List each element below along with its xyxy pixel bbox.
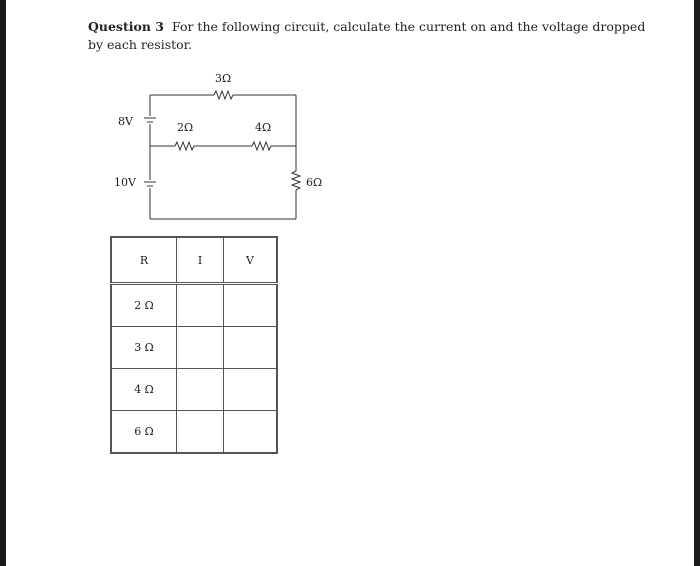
cell-i[interactable] bbox=[177, 411, 224, 454]
cell-r: 6 Ω bbox=[111, 411, 177, 454]
cell-v[interactable] bbox=[224, 327, 278, 369]
resistor-2ohm-zigzag bbox=[175, 142, 194, 150]
results-table bbox=[110, 236, 278, 454]
question-body: For the following circuit, calculate the current on and the voltage dropped by each resistor. bbox=[88, 19, 646, 52]
table-row bbox=[111, 369, 277, 411]
cell-i[interactable] bbox=[177, 369, 224, 411]
header-i: I bbox=[177, 237, 224, 284]
cell-r: 2 Ω bbox=[111, 284, 177, 327]
resistor-4ohm-zigzag bbox=[252, 142, 271, 150]
source-8v-label: 8V bbox=[118, 115, 133, 128]
resistor-2ohm-label: 2Ω bbox=[177, 121, 194, 134]
header-r: R bbox=[111, 237, 177, 284]
table-row bbox=[111, 327, 277, 369]
cell-r: 4 Ω bbox=[111, 369, 177, 411]
resistor-6ohm-zigzag bbox=[292, 171, 300, 190]
cell-i[interactable] bbox=[177, 284, 224, 327]
cell-v[interactable] bbox=[224, 284, 278, 327]
table-header-row bbox=[111, 237, 277, 284]
resistor-3ohm-zigzag bbox=[214, 91, 233, 99]
resistor-4ohm-label: 4Ω bbox=[255, 121, 272, 134]
table-row bbox=[111, 284, 277, 327]
cell-r: 3 Ω bbox=[111, 327, 177, 369]
cell-v[interactable] bbox=[224, 411, 278, 454]
resistor-6ohm-label: 6Ω bbox=[306, 176, 323, 189]
cell-i[interactable] bbox=[177, 327, 224, 369]
resistor-3ohm-label: 3Ω bbox=[215, 72, 232, 85]
header-v: V bbox=[224, 237, 278, 284]
source-10v-label: 10V bbox=[114, 176, 136, 189]
cell-v[interactable] bbox=[224, 369, 278, 411]
question-number: Question 3 bbox=[88, 19, 164, 34]
table-row bbox=[111, 411, 277, 454]
